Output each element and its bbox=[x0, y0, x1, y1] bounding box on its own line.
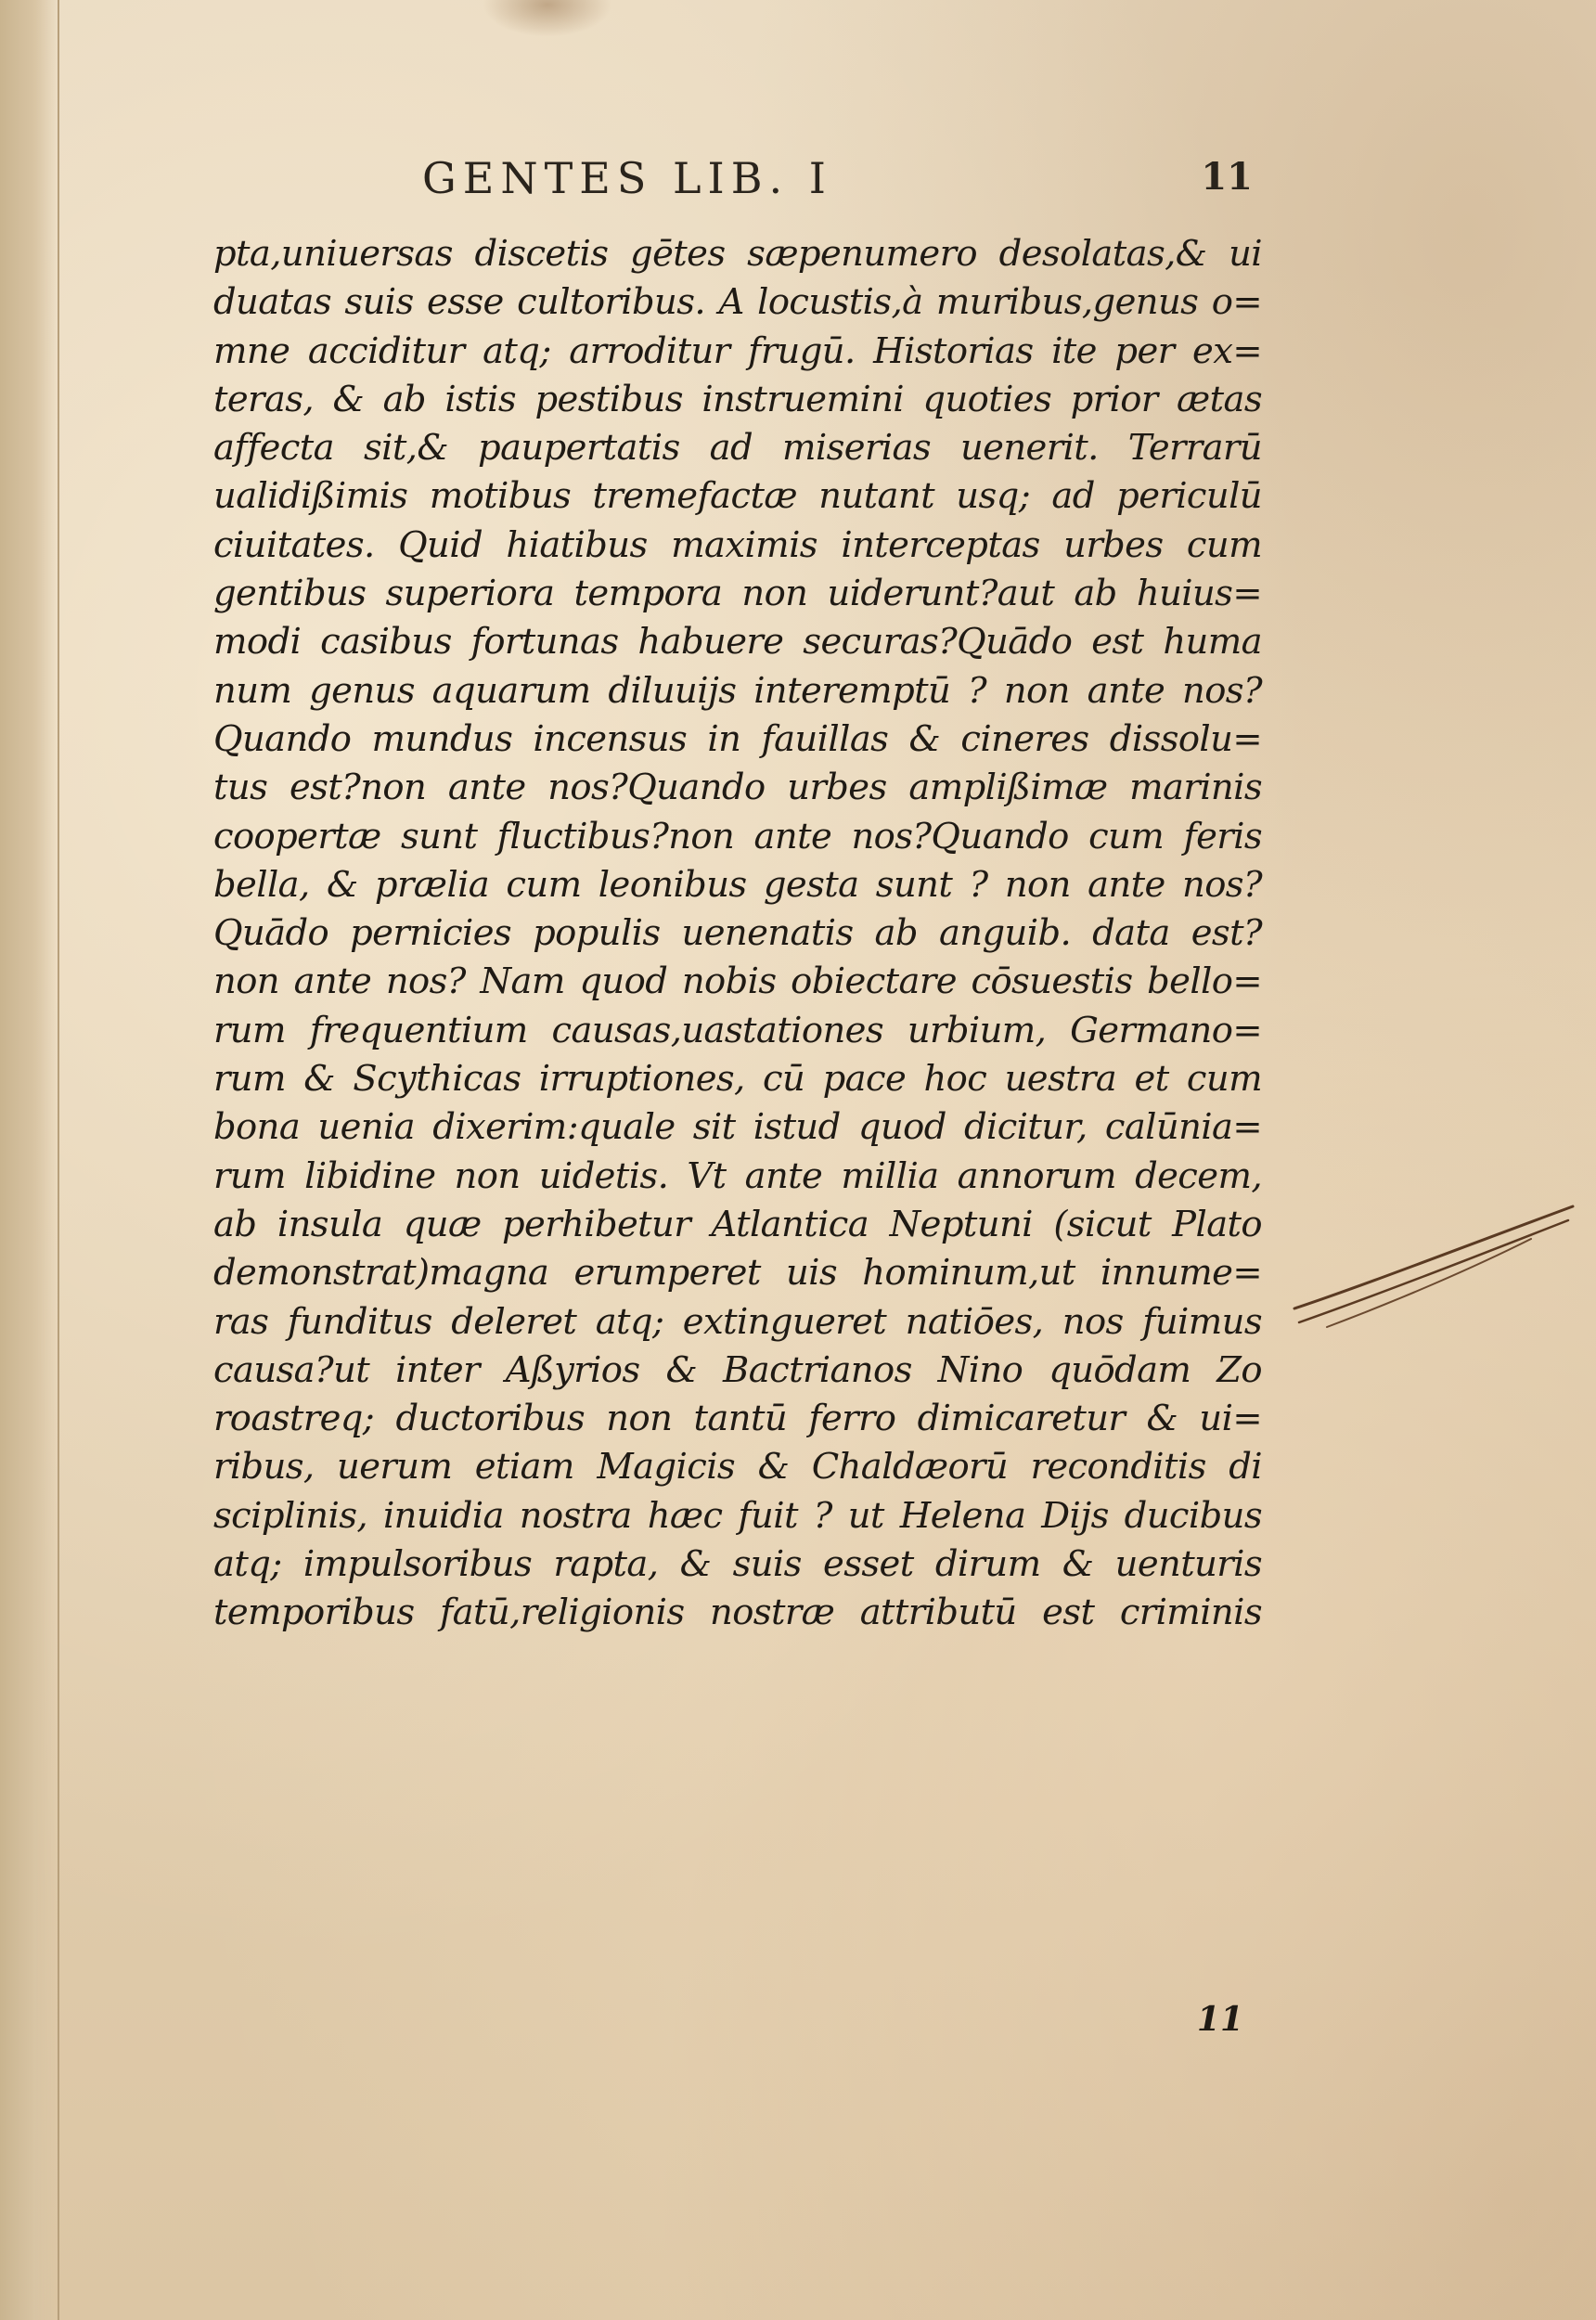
pen-stroke-mark bbox=[1290, 1197, 1587, 1346]
running-head-title: GENTES LIB. I bbox=[422, 153, 832, 203]
text-line: ab insula quæ perhibetur Atlantica Neptuni (sicut Plato bbox=[213, 1203, 1262, 1245]
body-text bbox=[213, 230, 1262, 1638]
text-line: ualidißimis motibus tremefactæ nutant usq; ad periculū bbox=[213, 475, 1262, 518]
text-line: rum libidine non uidetis. Vt ante millia annorum decem, bbox=[213, 1154, 1262, 1197]
text-line: mne acciditur atq; arroditur frugū. Historias ite per ex= bbox=[213, 329, 1262, 372]
running-head bbox=[315, 153, 1253, 209]
text-line: ribus, uerum etiam Magicis & Chaldæorū reconditis di bbox=[213, 1446, 1262, 1489]
text-line: atq; impulsoribus rapta, & suis esset dirum & uenturis bbox=[213, 1543, 1262, 1586]
text-line: affecta sit,& paupertatis ad miserias uenerit. Terrarū bbox=[213, 427, 1262, 470]
pen-stroke-line-2 bbox=[1299, 1220, 1568, 1322]
text-line: sciplinis, inuidia nostra hæc fuit ? ut Helena Dijs ducibus bbox=[213, 1494, 1262, 1537]
text-line: roastreq; ductoribus non tantū ferro dimicaretur & ui= bbox=[213, 1398, 1262, 1440]
text-line: Quando mundus incensus in fauillas & cineres dissolu= bbox=[213, 717, 1262, 760]
text-line: pta,uniuersas discetis gētes sæpenumero desolatas,& ui bbox=[213, 233, 1262, 275]
text-line: rum frequentium causas,uastationes urbium, Germano= bbox=[213, 1009, 1262, 1051]
text-line: tus est?non ante nos?Quando urbes amplißimæ marinis bbox=[213, 767, 1262, 809]
text-line: ciuitates. Quid hiatibus maximis interceptas urbes cum bbox=[213, 523, 1262, 566]
folio-number: 11 bbox=[1201, 155, 1253, 199]
paper-stain bbox=[483, 0, 612, 37]
pen-stroke-line-1 bbox=[1294, 1206, 1573, 1308]
text-line: coopertæ sunt fluctibus?non ante nos?Quando cum feris bbox=[213, 815, 1262, 857]
text-line: duatas suis esse cultoribus. A locustis,à muribus,genus o= bbox=[213, 281, 1262, 324]
pen-stroke-line-3 bbox=[1327, 1239, 1531, 1327]
text-line: bella, & prælia cum leonibus gesta sunt ? non ante nos? bbox=[213, 863, 1262, 906]
text-line: causa?ut inter Aßyrios & Bactrianos Nino quōdam Zo bbox=[213, 1348, 1262, 1391]
text-line: non ante nos? Nam quod nobis obiectare cōsuestis bello= bbox=[213, 960, 1262, 1003]
text-line: temporibus fatū,religionis nostræ attributū est criminis bbox=[213, 1592, 1262, 1634]
text-line: demonstrat)magna erumperet uis hominum,ut innume= bbox=[213, 1252, 1262, 1295]
text-line: num genus aquarum diluuijs interemptū ? non ante nos? bbox=[213, 669, 1262, 712]
text-line: Quādo pernicies populis uenenatis ab anguib. data est? bbox=[213, 912, 1262, 955]
text-line: rum & Scythicas irruptiones, cū pace hoc uestra et cum bbox=[213, 1058, 1262, 1101]
text-line: gentibus superiora tempora non uiderunt?aut ab huius= bbox=[213, 573, 1262, 615]
signature-mark: 11 bbox=[1196, 2000, 1243, 2039]
text-line: ras funditus deleret atq; extingueret natiōes, nos fuimus bbox=[213, 1300, 1262, 1343]
page-footer bbox=[200, 2000, 1243, 2046]
page-gutter bbox=[0, 0, 59, 2320]
text-line: bona uenia dixerim:quale sit istud quod dicitur, calūnia= bbox=[213, 1106, 1262, 1149]
text-line: modi casibus fortunas habuere securas?Quādo est huma bbox=[213, 621, 1262, 664]
text-line: teras, & ab istis pestibus instruemini quoties prior ætas bbox=[213, 378, 1262, 420]
